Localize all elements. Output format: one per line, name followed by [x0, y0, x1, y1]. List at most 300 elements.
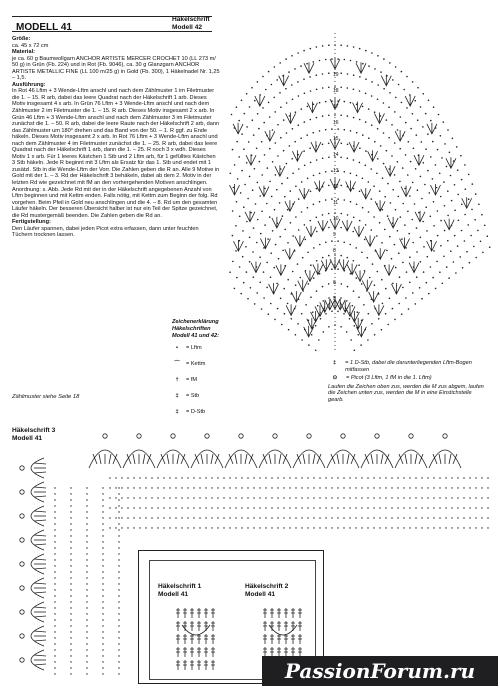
chain-dot: [359, 220, 361, 222]
chain-dot: [169, 507, 170, 508]
chain-dot: [462, 267, 464, 269]
chain-dot: [303, 50, 305, 52]
chain-dot: [311, 334, 313, 336]
chain-dot: [295, 216, 297, 218]
chain-dot: [290, 190, 292, 192]
material-value: je ca. 60 g Baumwollgarn ANCHOR ARTISTE MERCER CROCHET 10 (LL 273 m/ 50 g) in Grün (Fb. 224) und in Rot (Fb. 9046), ca. 30 g Glanzgarn ANCHOR ARTISTE METALLIC FINE (LL 100 m/25 g) in Gold (Fb. 300), 1 Häkelnadel Nr. 1,25 – 1,5.: [12, 55, 220, 82]
chain-dot: [457, 169, 459, 171]
chain-dot: [390, 202, 392, 204]
chain-dot: [175, 497, 176, 498]
chain-dot: [118, 631, 119, 632]
picot: [307, 434, 311, 438]
chain-dot: [481, 214, 483, 216]
chain-dot: [420, 261, 422, 263]
chain-dot: [444, 143, 446, 145]
chain-dot: [54, 601, 55, 602]
chain-dot: [353, 290, 355, 292]
chain-dot: [229, 507, 230, 508]
picot: [20, 514, 24, 518]
chain-dot: [409, 527, 410, 528]
chain-dot: [325, 527, 326, 528]
chain-dot: [362, 63, 364, 65]
chain-dot: [337, 517, 338, 518]
chain-dot: [283, 527, 284, 528]
chain-dot: [199, 487, 200, 488]
border-stitch: [34, 511, 46, 512]
chain-dot: [443, 121, 445, 123]
chain-dot: [199, 477, 200, 478]
chain-dot: [295, 185, 297, 187]
chain-dot: [269, 148, 271, 150]
chain-dot: [340, 326, 342, 328]
chain-dot: [361, 487, 362, 488]
chain-dot: [386, 150, 388, 152]
chain-dot: [283, 487, 284, 488]
chain-dot: [313, 204, 315, 206]
chain-dot: [350, 201, 352, 203]
chain-dot: [421, 198, 423, 200]
chain-dot: [70, 655, 71, 656]
chain-dot: [302, 257, 304, 259]
chain-dot: [118, 589, 119, 590]
chain-dot: [325, 171, 327, 173]
chain-dot: [414, 203, 416, 205]
stitch: [291, 634, 295, 644]
chain-dot: [374, 334, 376, 336]
chain-dot: [325, 313, 327, 315]
chain-dot: [422, 221, 424, 223]
border-stitch: [34, 583, 46, 584]
chain-dot: [230, 173, 232, 175]
chain-dot: [469, 262, 471, 264]
chain-dot: [193, 497, 194, 498]
chain-dot: [382, 209, 384, 211]
chain-dot: [457, 507, 458, 508]
chain-dot: [406, 271, 408, 273]
chain-dot: [241, 527, 242, 528]
stitch-fan: [446, 157, 456, 168]
chain-dot: [121, 497, 122, 498]
chain-dot: [397, 477, 398, 478]
chain-dot: [283, 150, 285, 152]
chain-dot: [223, 507, 224, 508]
chain-dot: [427, 170, 429, 172]
chain-dot: [163, 507, 164, 508]
chain-dot: [319, 102, 321, 104]
chain-dot: [362, 134, 364, 136]
chain-dot: [444, 230, 446, 232]
chain-dot: [420, 106, 422, 108]
chain-dot: [223, 487, 224, 488]
chain-dot: [70, 649, 71, 650]
chain-dot: [317, 305, 319, 307]
chain-dot: [391, 155, 393, 157]
border-stitch: [347, 454, 349, 464]
chain-dot: [287, 242, 289, 244]
chain-dot: [235, 507, 236, 508]
chain-dot: [169, 517, 170, 518]
chain-dot: [253, 487, 254, 488]
legend-label: = 1 D-Stb, dabei die darunterliegenden Lftm-Bogen mitfassen: [345, 360, 472, 373]
chain-dot: [364, 239, 366, 241]
chain-dot: [139, 517, 140, 518]
chain-dot: [118, 565, 119, 566]
chain-dot: [403, 487, 404, 488]
row-number: 18: [333, 88, 339, 94]
border-stitch: [34, 559, 46, 560]
chain-dot: [359, 162, 361, 164]
chain-dot: [346, 331, 348, 333]
chain-dot: [109, 527, 110, 528]
footer-note: Zählmuster siehe Seite 18: [12, 394, 80, 400]
legend-label: = fM: [186, 376, 198, 383]
chain-dot: [404, 188, 406, 190]
stitch-fan: [307, 102, 317, 113]
chain-dot: [54, 541, 55, 542]
chain-dot: [463, 477, 464, 478]
chain-dot: [361, 517, 362, 518]
chain-dot: [298, 168, 300, 170]
chain-dot: [360, 344, 362, 346]
chain-dot: [109, 487, 110, 488]
chain-dot: [242, 230, 244, 232]
chain-dot: [181, 487, 182, 488]
chain-dot: [341, 283, 343, 285]
chain-dot: [353, 260, 355, 262]
chain-dot: [328, 255, 330, 257]
chain-dot: [416, 251, 418, 253]
chain-dot: [343, 517, 344, 518]
stitch: [183, 634, 187, 644]
chain-dot: [246, 221, 248, 223]
stitch: [190, 634, 194, 644]
legend-right: [328, 360, 488, 404]
chain-dot: [181, 497, 182, 498]
chain-dot: [244, 184, 246, 186]
chain-dot: [268, 313, 270, 315]
chain-dot: [343, 507, 344, 508]
chain-dot: [392, 189, 394, 191]
legend-item: [328, 375, 488, 382]
chain-dot: [223, 497, 224, 498]
chain-dot: [258, 128, 260, 130]
chain-dot: [247, 298, 249, 300]
chain-dot: [380, 115, 382, 117]
chain-dot: [283, 477, 284, 478]
chain-dot: [86, 607, 87, 608]
chain-dot: [70, 529, 71, 530]
chain-dot: [395, 267, 397, 269]
border-stitch: [109, 454, 111, 464]
chain-dot: [377, 84, 379, 86]
chain-dot: [421, 527, 422, 528]
chain-dot: [445, 527, 446, 528]
chain-dot: [397, 517, 398, 518]
chain-dot: [139, 507, 140, 508]
chain-dot: [102, 601, 103, 602]
chain-dot: [102, 607, 103, 608]
chain-dot: [274, 319, 276, 321]
legend-label: = D-Stb: [186, 408, 206, 415]
chain-dot: [187, 527, 188, 528]
chain-dot: [54, 577, 55, 578]
chain-dot: [279, 236, 281, 238]
chain-dot: [157, 507, 158, 508]
chain-dot: [217, 477, 218, 478]
chain-dot: [391, 527, 392, 528]
chain-dot: [118, 529, 119, 530]
chain-dot: [70, 643, 71, 644]
border-stitch: [143, 454, 145, 464]
chain-dot: [469, 517, 470, 518]
chain-dot: [232, 261, 234, 263]
chain-dot: [109, 507, 110, 508]
chain-dot: [298, 229, 300, 231]
stitch: [204, 647, 208, 657]
chain-dot: [269, 216, 271, 218]
picot: [20, 634, 24, 638]
chain-dot: [328, 44, 330, 46]
chain-dot: [70, 583, 71, 584]
chain-dot: [388, 137, 390, 139]
chain-dot: [355, 477, 356, 478]
chain-dot: [439, 487, 440, 488]
chain-dot: [436, 261, 438, 263]
chain-dot: [265, 517, 266, 518]
chain-dot: [249, 261, 251, 263]
chain-dot: [347, 115, 349, 117]
chain-dot: [313, 507, 314, 508]
chain-dot: [447, 215, 449, 217]
chain-dot: [421, 141, 423, 143]
chain-dot: [264, 224, 266, 226]
chain-dot: [340, 157, 342, 159]
chain-dot: [86, 517, 87, 518]
chain-dot: [151, 527, 152, 528]
chain-dot: [445, 487, 446, 488]
stitch-fan: [345, 305, 355, 316]
chain-dot: [316, 74, 318, 76]
chain-dot: [54, 583, 55, 584]
chain-dot: [347, 158, 349, 160]
chain-dot: [427, 133, 429, 135]
chain-dot: [115, 487, 116, 488]
row-number: 13: [333, 168, 339, 174]
chain-dot: [445, 497, 446, 498]
chain-dot: [118, 583, 119, 584]
chain-dot: [322, 158, 324, 160]
chain-dot: [325, 487, 326, 488]
border-stitch: [167, 454, 169, 464]
chain-dot: [457, 517, 458, 518]
chain-dot: [109, 497, 110, 498]
chain-dot: [157, 527, 158, 528]
chain-dot: [373, 477, 374, 478]
chain-dot: [229, 527, 230, 528]
chain-dot: [344, 171, 346, 173]
chain-dot: [312, 311, 314, 313]
chain-dot: [118, 607, 119, 608]
chain-dot: [292, 271, 294, 273]
legend-note: Laufen die Zeichen oben zus, werden die M zus abgem, laufen die Zeichen unten zus, werden die M in eine Einstichstelle gearb.: [328, 383, 484, 403]
border-stitch: [405, 454, 407, 464]
chain-dot: [463, 517, 464, 518]
chain-dot: [133, 497, 134, 498]
chain-dot: [316, 89, 318, 91]
picot: [20, 538, 24, 542]
chain-dot: [412, 219, 414, 221]
chain-dot: [371, 198, 373, 200]
chain-dot: [475, 497, 476, 498]
chain-dot: [86, 661, 87, 662]
chain-dot: [199, 507, 200, 508]
chain-dot: [271, 527, 272, 528]
stitch-fan: [353, 102, 363, 113]
chain-dot: [428, 293, 430, 295]
chain-dot: [169, 477, 170, 478]
chain-dot: [374, 284, 376, 286]
chain-dot: [254, 100, 256, 102]
stitch: [197, 634, 201, 644]
chain-dot: [319, 244, 321, 246]
chain-dot: [421, 487, 422, 488]
chain-dot: [303, 78, 305, 80]
chain-dot: [118, 643, 119, 644]
chain-dot: [118, 613, 119, 614]
chain-dot: [250, 287, 252, 289]
chain-dot: [367, 487, 368, 488]
chain-dot: [439, 507, 440, 508]
chain-dot: [316, 188, 318, 190]
chain-dot: [319, 487, 320, 488]
chain-dot: [102, 499, 103, 500]
chain-dot: [316, 217, 318, 219]
chain-dot: [443, 256, 445, 258]
chain-dot: [464, 164, 466, 166]
chain-dot: [217, 527, 218, 528]
chain-dot: [289, 487, 290, 488]
chain-dot: [304, 165, 306, 167]
stitch: [183, 608, 187, 618]
chain-dot: [86, 529, 87, 530]
chain-dot: [235, 517, 236, 518]
chain-dot: [102, 511, 103, 512]
stitch: [270, 634, 274, 644]
chain-dot: [391, 258, 393, 260]
stitch-fan: [269, 283, 279, 294]
chain-dot: [257, 81, 259, 83]
chain-dot: [353, 188, 355, 190]
chain-dot: [118, 661, 119, 662]
chain-dot: [234, 288, 236, 290]
chain-dot: [151, 517, 152, 518]
chain-dot: [417, 189, 419, 191]
chain-dot: [193, 507, 194, 508]
chain-dot: [358, 264, 360, 266]
chain-dot: [151, 507, 152, 508]
chain-dot: [374, 68, 376, 70]
treble-crochet-icon: ‡: [175, 408, 179, 415]
chain-dot: [307, 517, 308, 518]
chain-dot: [247, 507, 248, 508]
chain-dot: [118, 673, 119, 674]
chain-dot: [118, 577, 119, 578]
chain-dot: [428, 100, 430, 102]
stitch-fan: [251, 262, 261, 273]
chain-dot: [423, 162, 425, 164]
chain-dot: [341, 213, 343, 215]
chain-dot: [236, 106, 238, 108]
stitch-fan: [415, 211, 425, 222]
chain-dot: [247, 527, 248, 528]
chain-dot: [232, 210, 234, 212]
chain-dot: [463, 497, 464, 498]
chain-dot: [409, 477, 410, 478]
chain-dot: [287, 303, 289, 305]
chain-dot: [436, 187, 438, 189]
chain-dot: [279, 202, 281, 204]
chain-dot: [284, 196, 286, 198]
chain-dot: [331, 477, 332, 478]
chain-dot: [127, 507, 128, 508]
chain-dot: [261, 308, 263, 310]
chain-dot: [247, 517, 248, 518]
chain-dot: [355, 487, 356, 488]
chain-dot: [403, 477, 404, 478]
chain-dot: [430, 266, 432, 268]
chain-dot: [478, 204, 480, 206]
chain-dot: [118, 499, 119, 500]
stitch-fan: [230, 184, 240, 195]
chain-dot: [241, 477, 242, 478]
border-stitch: [313, 454, 315, 464]
chain-dot: [385, 313, 387, 315]
chain-dot: [283, 497, 284, 498]
chain-dot: [391, 487, 392, 488]
border-stitch: [381, 454, 383, 464]
diagram-label-line: Häkelschrift: [172, 16, 210, 23]
chain-dot: [364, 270, 366, 272]
chain-dot: [283, 517, 284, 518]
chain-dot: [280, 298, 282, 300]
legend-heading: Häkelschriften: [172, 326, 211, 332]
border-stitch: [235, 454, 237, 464]
chain-dot: [54, 535, 55, 536]
chain-dot: [86, 613, 87, 614]
legend-item: [328, 360, 488, 373]
chain-dot: [102, 547, 103, 548]
chain-dot: [469, 497, 470, 498]
chain-dot: [359, 76, 361, 78]
chain-dot: [355, 527, 356, 528]
chain-dot: [300, 65, 302, 67]
chain-dot: [70, 547, 71, 548]
chain-dot: [295, 111, 297, 113]
legend-item: [172, 388, 232, 404]
chain-dot: [392, 79, 394, 81]
chain-dot: [444, 205, 446, 207]
stitch: [298, 621, 302, 631]
chain-dot: [322, 257, 324, 259]
chain-dot: [246, 126, 248, 128]
chain-dot: [373, 517, 374, 518]
chain-dot: [285, 88, 287, 90]
stitch: [197, 647, 201, 657]
stitch-fan: [375, 248, 385, 259]
chain-dot: [340, 72, 342, 74]
stitch: [176, 608, 180, 618]
chain-dot: [337, 487, 338, 488]
